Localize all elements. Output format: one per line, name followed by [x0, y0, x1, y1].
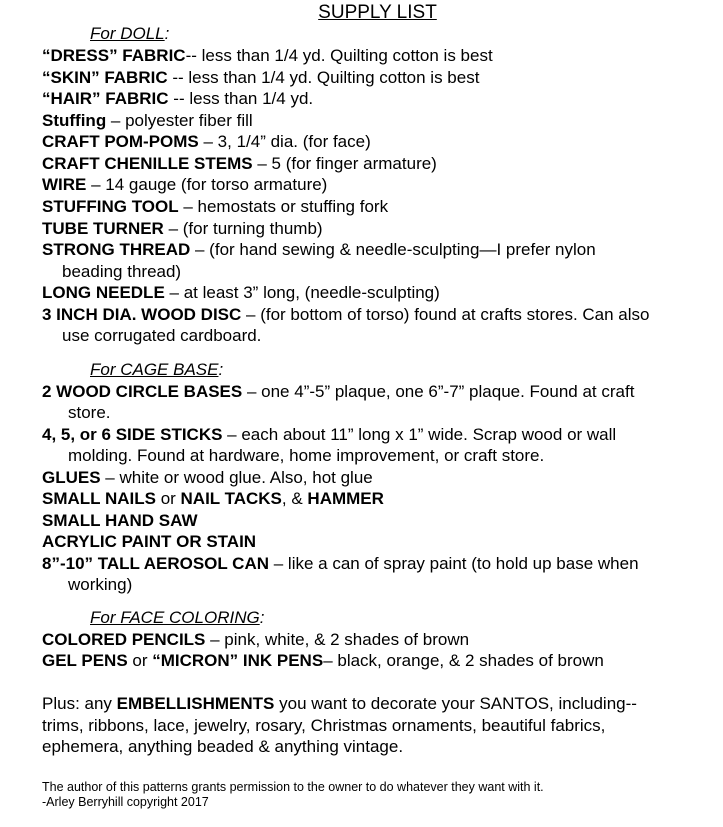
supply-item-continuation: beading thread)	[62, 262, 182, 281]
supply-item: WIRE – 14 gauge (for torso armature)	[42, 175, 328, 194]
supply-item-continuation: working)	[68, 575, 133, 594]
supply-item: “HAIR” FABRIC -- less than 1/4 yd.	[42, 89, 314, 108]
embellishments-paragraph-line: ephemera, anything beaded & anything vintage.	[42, 737, 404, 756]
page-title: SUPPLY LIST	[318, 2, 437, 23]
supply-item: 2 WOOD CIRCLE BASES – one 4”-5” plaque, one 6”-7” plaque. Found at craft	[42, 382, 635, 401]
supply-item: Stuffing – polyester fiber fill	[42, 111, 253, 130]
supply-item: SMALL HAND SAW	[42, 511, 198, 530]
supply-item: STRONG THREAD – (for hand sewing & needle-sculpting—I prefer nylon	[42, 240, 596, 259]
supply-item: 3 INCH DIA. WOOD DISC – (for bottom of torso) found at crafts stores. Can also	[42, 305, 650, 324]
section-heading-doll: For DOLL:	[90, 24, 170, 43]
supply-item: SMALL NAILS or NAIL TACKS, & HAMMER	[42, 489, 384, 508]
supply-item: CRAFT CHENILLE STEMS – 5 (for finger armature)	[42, 154, 437, 173]
supply-item: TUBE TURNER – (for turning thumb)	[42, 219, 323, 238]
supply-item: “SKIN” FABRIC -- less than 1/4 yd. Quilting cotton is best	[42, 68, 480, 87]
embellishments-paragraph-line: trims, ribbons, lace, jewelry, rosary, Christmas ornaments, beautiful fabrics,	[42, 716, 606, 735]
permission-notice: The author of this patterns grants permission to the owner to do whatever they want with it.	[42, 780, 544, 794]
supply-item: 8”-10” TALL AEROSOL CAN – like a can of spray paint (to hold up base when	[42, 554, 639, 573]
supply-item-continuation: store.	[68, 403, 111, 422]
supply-item-continuation: use corrugated cardboard.	[62, 326, 262, 345]
supply-item: GEL PENS or “MICRON” INK PENS– black, orange, & 2 shades of brown	[42, 651, 604, 670]
supply-item: STUFFING TOOL – hemostats or stuffing fork	[42, 197, 389, 216]
supply-item: “DRESS” FABRIC-- less than 1/4 yd. Quilting cotton is best	[42, 46, 493, 65]
supply-item: ACRYLIC PAINT OR STAIN	[42, 532, 257, 551]
supply-item: GLUES – white or wood glue. Also, hot glue	[42, 468, 373, 487]
section-heading-face-coloring: For FACE COLORING:	[90, 608, 265, 627]
supply-item-continuation: molding. Found at hardware, home improvement, or craft store.	[68, 446, 545, 465]
embellishments-paragraph: Plus: any EMBELLISHMENTS you want to decorate your SANTOS, including--	[42, 694, 637, 713]
supply-item: 4, 5, or 6 SIDE STICKS – each about 11” long x 1” wide. Scrap wood or wall	[42, 425, 617, 444]
section-heading-cage-base: For CAGE BASE:	[90, 360, 224, 379]
supply-item: LONG NEEDLE – at least 3” long, (needle-sculpting)	[42, 283, 440, 302]
supply-item: COLORED PENCILS – pink, white, & 2 shades of brown	[42, 630, 470, 649]
copyright-notice: -Arley Berryhill copyright 2017	[42, 795, 209, 809]
supply-item: CRAFT POM-POMS – 3, 1/4” dia. (for face)	[42, 132, 371, 151]
